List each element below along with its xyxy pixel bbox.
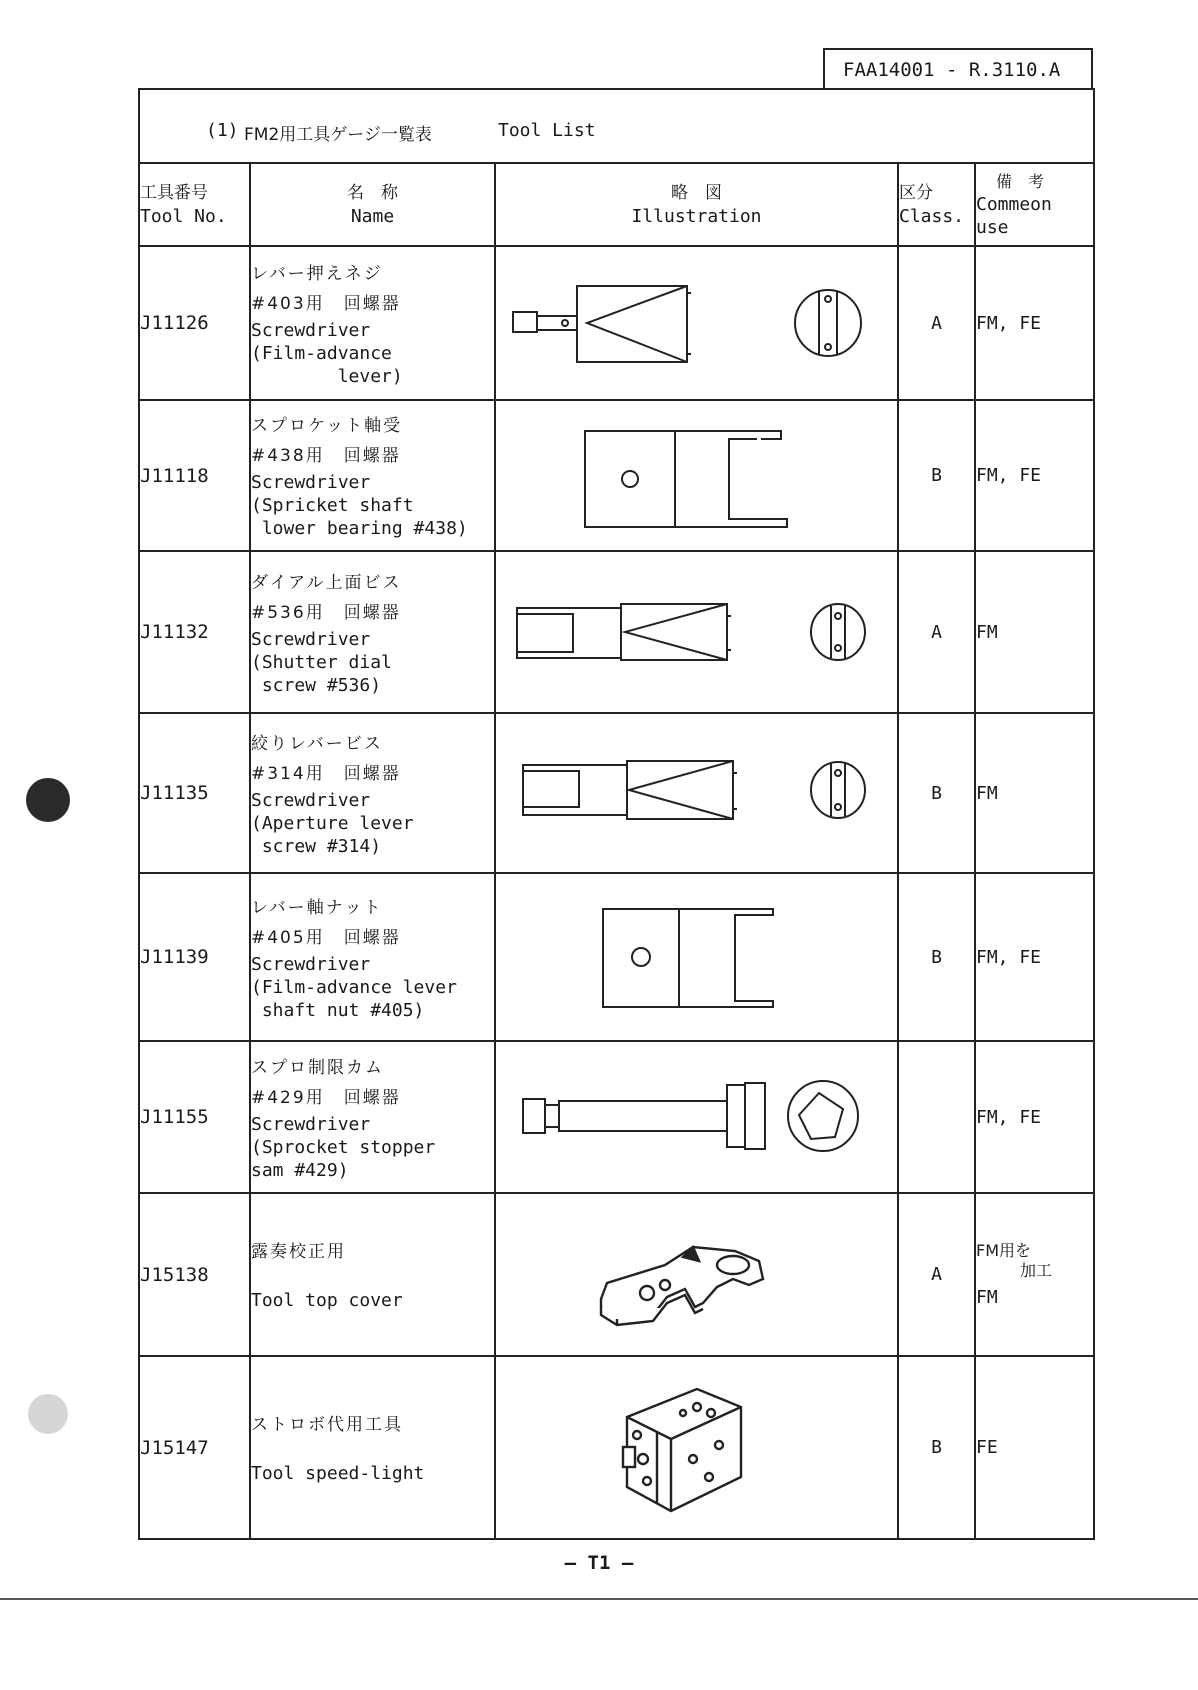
tool-number: J11132 [140,551,250,713]
tool-list-frame [138,88,1095,1540]
bearing-tool-illustration [497,403,897,549]
table-row [140,246,1093,400]
tool-illustration [495,1356,898,1538]
cam-tool-illustration [497,1043,897,1191]
table-row [140,1356,1093,1538]
tool-illustration [495,713,898,873]
tool-class: B [898,713,975,873]
tool-name: ストロボ代用工具 Tool speed-light [250,1356,495,1538]
tool-common-use: FM, FE [975,873,1093,1041]
tool-common-use: FM, FE [975,1041,1093,1193]
table-row [140,400,1093,551]
tool-number: J15138 [140,1193,250,1356]
screwdriver-illustration [497,248,897,398]
table-row [140,713,1093,873]
tool-number: J11139 [140,873,250,1041]
tool-table [140,164,1093,1538]
tool-number: J11135 [140,713,250,873]
tool-name: 絞りレバービス #314用 回螺器 Screwdriver (Aperture lever screw #314) [250,713,495,873]
tool-class [898,1041,975,1193]
header-illustration: 略 図 Illustration [495,164,898,246]
tool-illustration [495,1041,898,1193]
title-prefix: (1) [206,120,239,141]
tool-class: A [898,551,975,713]
page-footer: — T1 — [564,1552,634,1574]
punch-hole-mark [26,778,70,822]
tool-class: B [898,873,975,1041]
punch-hole-mark [28,1394,68,1434]
table-row [140,1041,1093,1193]
tool-illustration [495,1193,898,1356]
tool-name: レバー軸ナット #405用 回螺器 Screwdriver (Film-advance lever shaft nut #405) [250,873,495,1041]
table-row [140,1193,1093,1356]
top-cover-tool-illustration [497,1195,897,1355]
header-tool-no: 工具番号 Tool No. [140,164,250,246]
tool-common-use: FM, FE [975,400,1093,551]
title-row [140,90,1093,164]
header-class: 区分 Class. [898,164,975,246]
tool-number: J11126 [140,246,250,400]
tool-class: B [898,1356,975,1538]
use-note: 加工 [1020,1261,1053,1280]
bottom-rule [0,1598,1198,1600]
tool-illustration [495,400,898,551]
tool-name: スプロケット軸受 #438用 回螺器 Screwdriver (Spricket shaft lower bearing #438) [250,400,495,551]
tool-illustration [495,551,898,713]
tool-class: B [898,400,975,551]
tool-common-use: FM用を 加工 FM [975,1193,1093,1356]
header-row [140,164,1093,246]
tool-number: J15147 [140,1356,250,1538]
tool-name: 露奏校正用 Tool top cover [250,1193,495,1356]
tool-common-use: FM [975,551,1093,713]
document-id: FAA14001 - R.3110.A [823,48,1093,88]
screwdriver-illustration [497,554,897,710]
title-english: Tool List [498,120,596,141]
use-note: FM用を [976,1241,1032,1260]
tool-illustration [495,873,898,1041]
screwdriver-illustration [497,715,897,871]
tool-common-use: FM, FE [975,246,1093,400]
tool-class: A [898,246,975,400]
tool-name: スプロ制限カム #429用 回螺器 Screwdriver (Sprocket stopper sam #429) [250,1041,495,1193]
tool-common-use: FM [975,713,1093,873]
table-row [140,873,1093,1041]
tool-illustration [495,246,898,400]
nut-tool-illustration [497,875,897,1039]
tool-number: J11118 [140,400,250,551]
header-name: 名 称 Name [250,164,495,246]
title-japanese: FM2用工具ゲージ一覧表 [244,125,432,145]
tool-number: J11155 [140,1041,250,1193]
tool-class: A [898,1193,975,1356]
tool-name: ダイアル上面ビス #536用 回螺器 Screwdriver (Shutter dial screw #536) [250,551,495,713]
table-row [140,551,1093,713]
speed-light-tool-illustration [497,1359,897,1537]
tool-name: レバー押えネジ #403用 回螺器 Screwdriver (Film-advance lever) [250,246,495,400]
tool-common-use: FE [975,1356,1093,1538]
header-common-use: 備 考 Commeon use [975,164,1093,246]
